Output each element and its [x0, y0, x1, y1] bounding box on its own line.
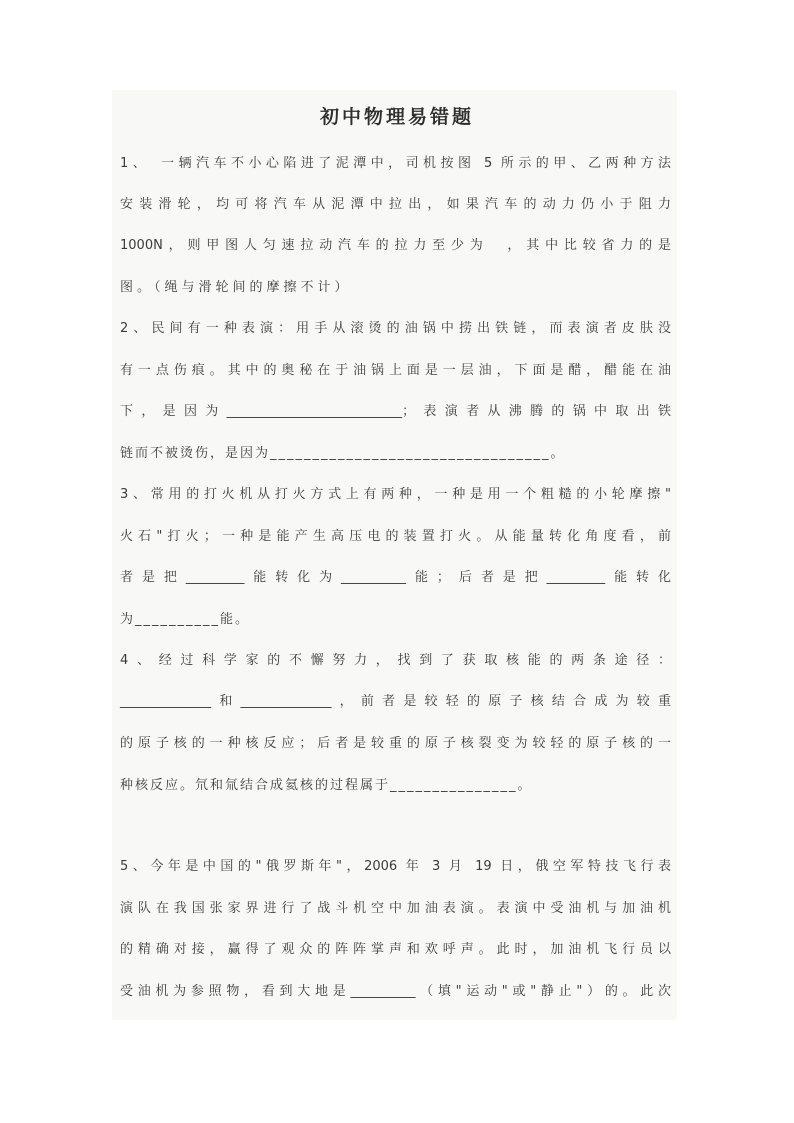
- q2-line-1: 2、民间有一种表演：用手从滚烫的油锅中捞出铁链，而表演者皮肤没: [120, 321, 671, 336]
- page-title: 初中物理易错题: [319, 106, 474, 128]
- q1-line-1: 1、 一辆汽车不小心陷进了泥潭中，司机按图 5 所示的甲、乙两种方法: [120, 156, 671, 171]
- q5-line-4: 受油机为参照物，看到大地是__________（填"运动"或"静止"）的。此次: [120, 984, 671, 999]
- q2-line-4: 链而不被烫伤，是因为_________________________________。: [120, 446, 566, 461]
- q1-line-3: 1000N，则甲图人匀速拉动汽车的拉力至少为 ，其中比较省力的是: [120, 238, 671, 253]
- q3-line-2: 火石"打火；一种是能产生高压电的装置打火。从能量转化角度看，前: [120, 529, 671, 544]
- q5-line-3: 的精确对接，赢得了观众的阵阵掌声和欢呼声。此时，加油机飞行员以: [120, 942, 671, 957]
- q5-line-2: 演队在我国张家界进行了战斗机空中加油表演。表演中受油机与加油机: [120, 901, 671, 916]
- q1-line-2: 安装滑轮，均可将汽车从泥潭中拉出，如果汽车的动力仍小于阻力: [120, 197, 671, 212]
- q5-line-1: 5、今年是中国的"俄罗斯年"，2006 年 3 月 19 日，俄空军特技飞行表: [120, 859, 671, 874]
- q4-line-1: 4、经过科学家的不懈努力，找到了获取核能的两条途径：: [120, 653, 671, 668]
- q2-line-2: 有一点伤痕。其中的奥秘在于油锅上面是一层油，下面是醋，醋能在油: [120, 363, 671, 378]
- q3-line-1: 3、常用的打火机从打火方式上有两种，一种是用一个粗糙的小轮摩擦": [120, 487, 671, 502]
- content-area: [112, 90, 677, 1020]
- q2-line-3: 下，是因为___________________________；表演者从沸腾的锅中取出铁: [120, 404, 671, 419]
- q3-line-4: 为__________能。: [120, 612, 251, 627]
- q3-line-3: 者是把_________能转化为__________能；后者是把_________能转化: [120, 570, 671, 585]
- q4-line-4: 种核反应。氘和氚结合成氦核的过程属于_______________。: [120, 778, 533, 793]
- q4-line-2: ______________和______________，前者是较轻的原子核结合成为较重: [120, 694, 671, 709]
- q4-line-3: 的原子核的一种核反应；后者是较重的原子核裂变为较轻的原子核的一: [120, 736, 671, 751]
- q1-line-4: 图。（绳与滑轮间的摩擦不计）: [120, 280, 352, 295]
